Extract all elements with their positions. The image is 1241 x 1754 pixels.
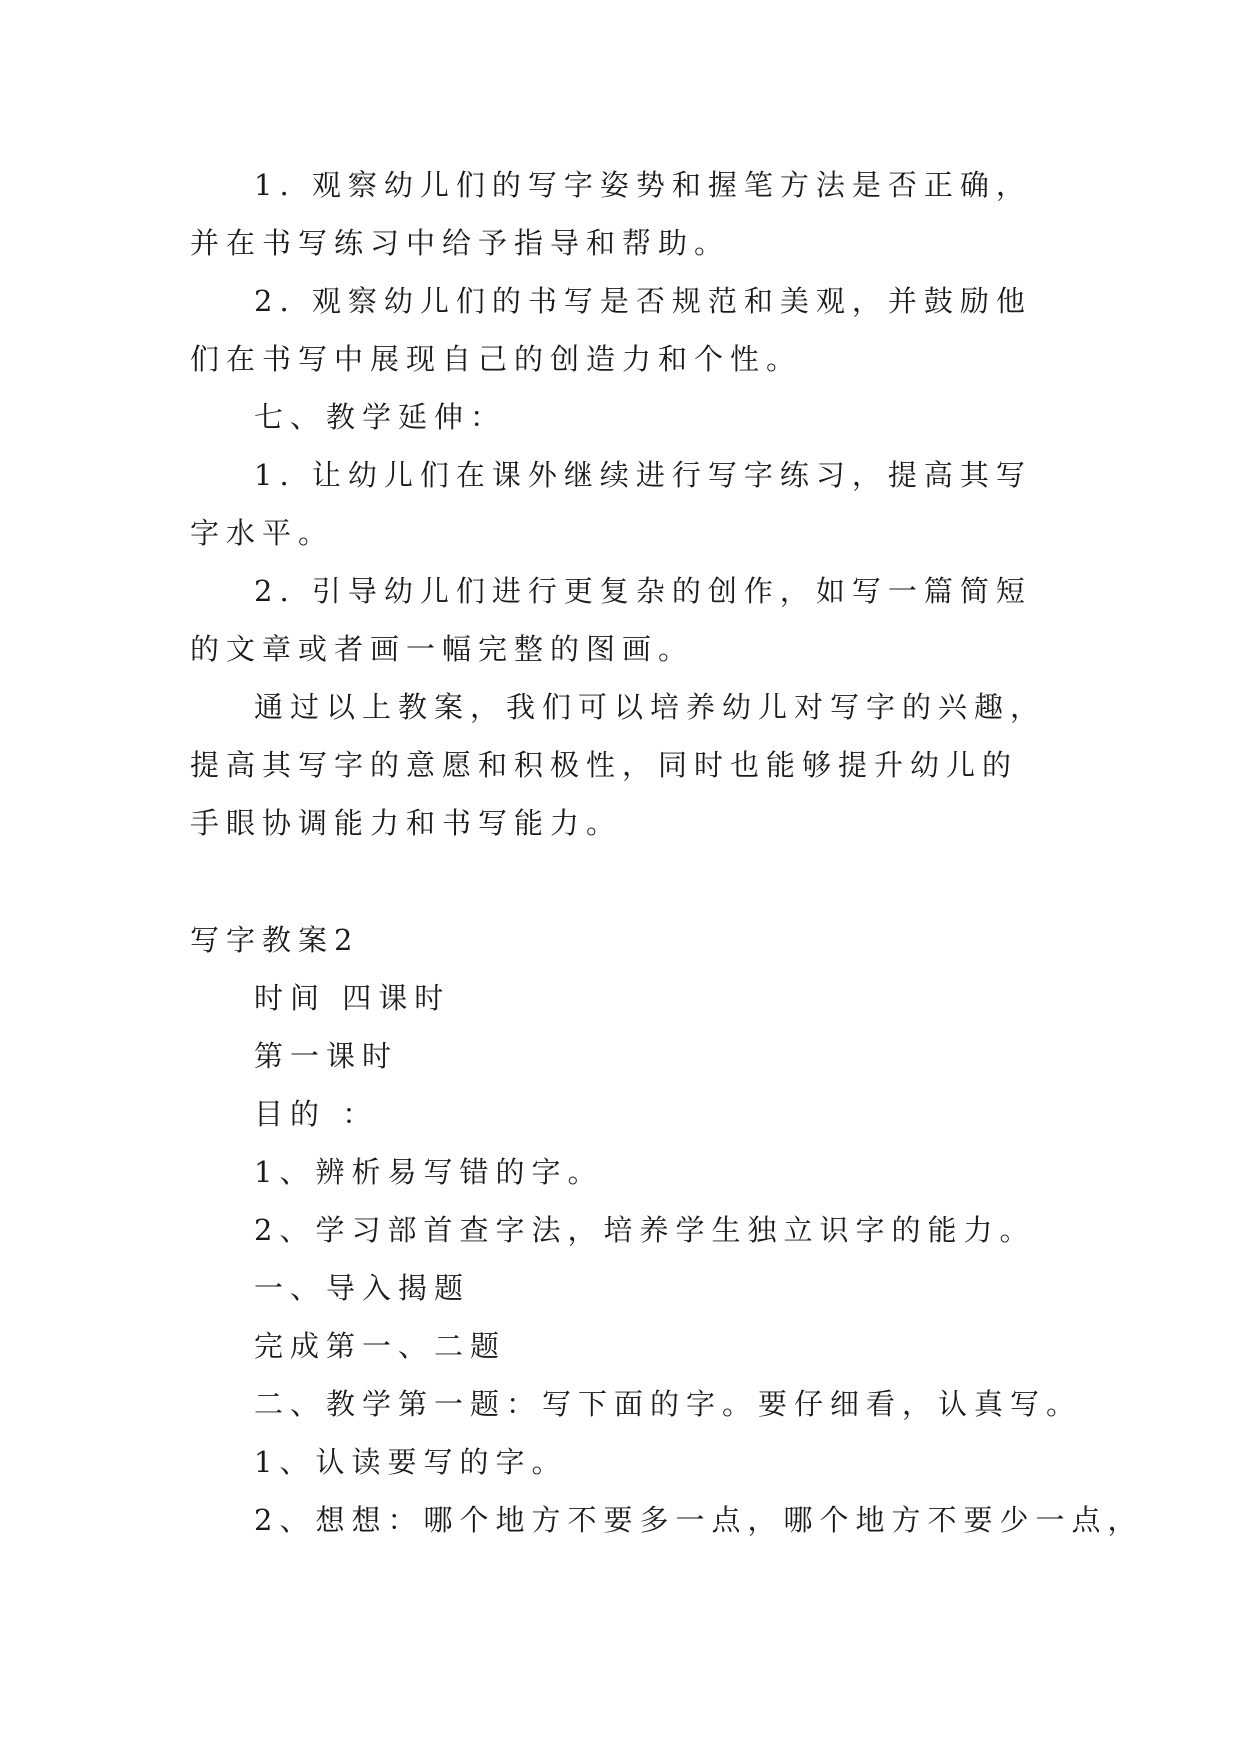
paragraph-3 — [190, 446, 1052, 562]
objective-item: 1、辨析易写错的字。 — [254, 1155, 604, 1189]
document-title: 写字教案2 — [190, 923, 360, 957]
objectives-heading: 目的 ： — [254, 1097, 379, 1131]
step-item: 1、认读要写的字。 — [254, 1445, 568, 1479]
section-heading: 七、教学延伸： — [254, 400, 507, 434]
paragraph-text: 1. 观察幼儿们的写字姿势和握笔方法是否正确，并在书写练习中给予指导和帮助。 — [190, 168, 1032, 260]
step-heading: 二、教学第一题：写下面的字。要仔细看，认真写。 — [254, 1387, 1083, 1421]
paragraph-text: 通过以上教案，我们可以培养幼儿对写字的兴趣，提高其写字的意愿和积极性，同时也能够提升幼儿的手眼协调能力和书写能力。 — [190, 690, 1047, 840]
paragraph-4 — [190, 562, 1052, 678]
paragraph-1 — [190, 156, 1052, 272]
paragraph-2 — [190, 272, 1052, 388]
paragraph-text: 2. 引导幼儿们进行更复杂的创作，如写一篇简短的文章或者画一幅完整的图画。 — [190, 574, 1032, 666]
step-text: 完成第一、二题 — [254, 1329, 507, 1363]
step-item: 2、想想：哪个地方不要多一点，哪个地方不要少一点， — [254, 1503, 1144, 1537]
paragraph-text: 2. 观察幼儿们的书写是否规范和美观，并鼓励他们在书写中展现自己的创造力和个性。 — [190, 284, 1032, 376]
step-heading: 一、导入揭题 — [254, 1271, 471, 1305]
objective-item: 2、学习部首查字法，培养学生独立识字的能力。 — [254, 1213, 1036, 1247]
paragraph-text: 1. 让幼儿们在课外继续进行写字练习，提高其写字水平。 — [190, 458, 1032, 550]
lesson-time: 时间 四课时 — [254, 981, 451, 1015]
lesson-heading: 第一课时 — [254, 1039, 399, 1073]
paragraph-5 — [190, 678, 1052, 852]
